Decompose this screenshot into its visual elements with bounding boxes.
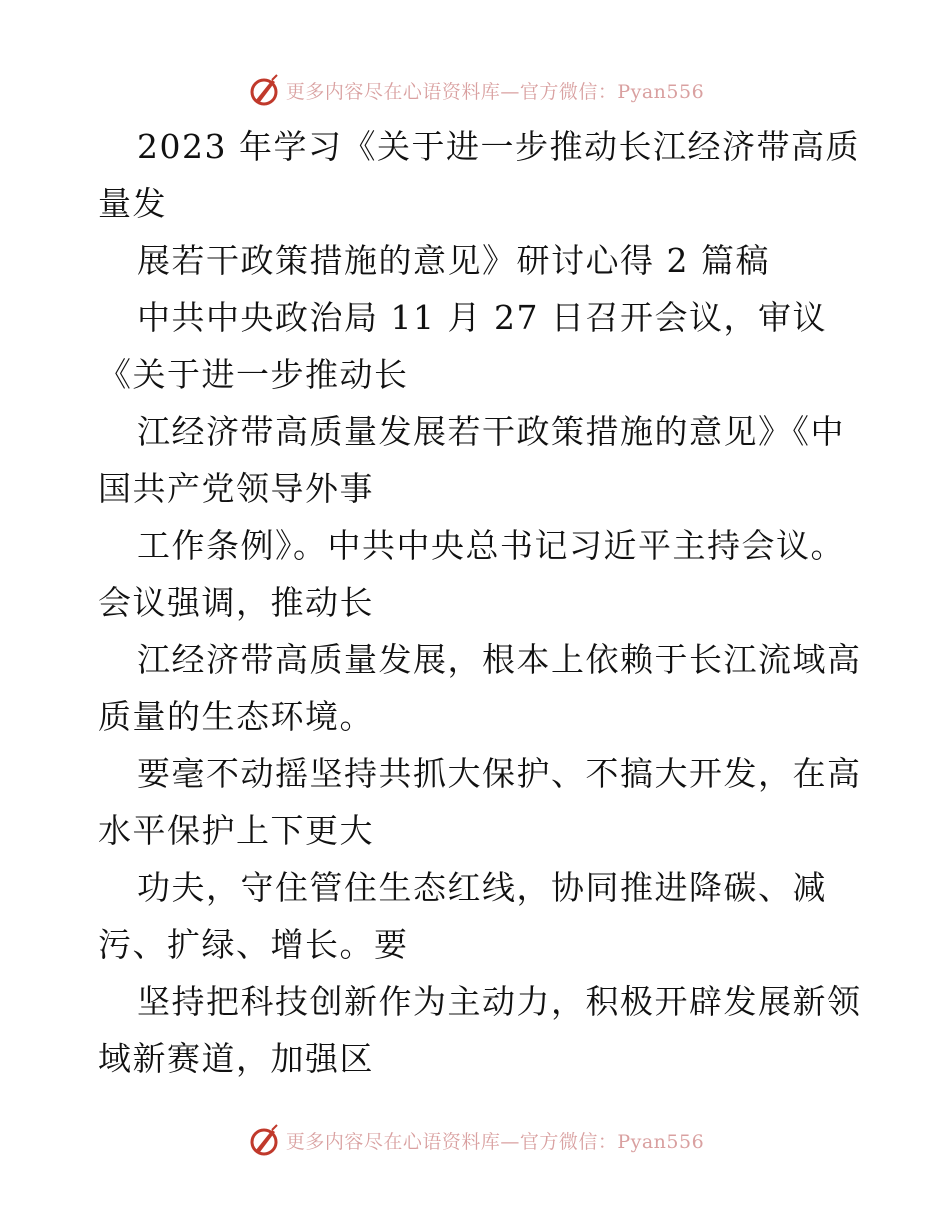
text-line: 中共中央政治局 11 月 27 日召开会议，审议 (137, 298, 827, 337)
text-line: 国共产党领导外事 (98, 469, 374, 508)
text-line: 《关于进一步推动长 (98, 355, 409, 394)
text-line: 2023 年学习《关于进一步推动长江经济带高质 (137, 127, 860, 166)
text-line: 水平保护上下更大 (98, 811, 374, 850)
text-line: 江经济带高质量发展若干政策措施的意见》《中 (137, 412, 845, 451)
text-line: 质量的生态环境。 (98, 697, 374, 736)
watermark-text: 更多内容尽在心语资料库—官方微信：Pyan556 (285, 80, 705, 103)
header-watermark (0, 70, 950, 110)
text-line: 会议强调，推动长 (98, 583, 374, 622)
text-line: 坚持把科技创新作为主动力，积极开辟发展新领 (137, 982, 862, 1021)
text-line: 污、扩绿、增长。要 (98, 925, 409, 964)
text-line: 量发 (98, 184, 167, 223)
text-line: 工作条例》。中共中央总书记习近平主持会议。 (137, 526, 845, 565)
text-line: 展若干政策措施的意见》研讨心得 2 篇稿 (137, 241, 770, 280)
quill-pen-circle-icon (246, 72, 282, 108)
text-line: 功夫，守住管住生态红线，协同推进降碳、减 (137, 868, 827, 907)
text-line: 江经济带高质量发展，根本上依赖于长江流域高 (137, 640, 862, 679)
quill-pen-circle-icon (246, 1122, 282, 1158)
text-line: 域新赛道，加强区 (98, 1039, 374, 1078)
document-body (98, 118, 862, 1087)
text-line: 要毫不动摇坚持共抓大保护、不搞大开发，在高 (137, 754, 862, 793)
watermark-text: 更多内容尽在心语资料库—官方微信：Pyan556 (285, 1130, 705, 1153)
footer-watermark (0, 1120, 950, 1160)
